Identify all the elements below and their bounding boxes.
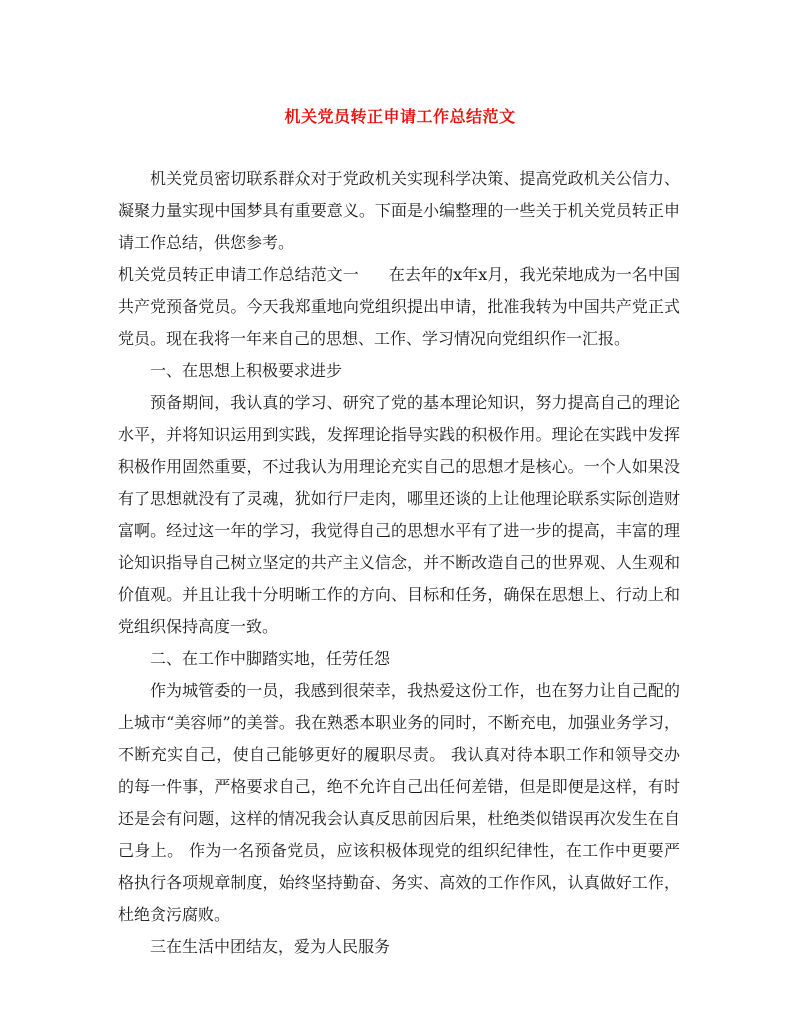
document-body xyxy=(118,163,680,963)
intro-paragraph: 机关党员密切联系群众对于党政机关实现科学决策、提高党政机关公信力、凝聚力量实现中国梦具有重要意义。下面是小编整理的一些关于机关党员转正申请工作总结，供您参考。 xyxy=(118,169,680,252)
section1-paragraph: 预备期间，我认真的学习、研究了党的基本理论知识，努力提高自己的理论水平，并将知识运用到实践，发挥理论指导实践的积极作用。理论在实践中发挥积极作用固然重要，不过我认为用理论充实自己的思想才是核心。一个人如果没有了思想就没有了灵魂，犹如行尸走肉，哪里还谈的上让他理论联系实际创造财富啊。经过这一年的学习，我觉得自己的思想水平有了进一步的提高，丰富的理论知识指导自己树立坚定的共产主义信念，并不断改造自己的世界观、人生观和价值观。并且让我十分明晰工作的方向、目标和任务，确保在思想上、行动上和党组织保持高度一致。 xyxy=(118,393,680,636)
section3-heading: 三在生活中团结友，爱为人民服务 xyxy=(150,937,391,956)
sample-paragraph xyxy=(118,259,680,355)
sample-opening-text: 在去年的x年x月，我光荣地成为一名中国共产党预备党员。今天我郑重地向党组织提出申请，批准我转为中国共产党正式党员。现在我将一年来自己的思想、工作、学习情况向党组织作一汇报。 xyxy=(118,265,680,348)
section2-paragraph: 作为城管委的一员，我感到很荣幸，我热爱这份工作，也在努力让自己配的上城市“美容师”的美誉。我在熟悉本职业务的同时，不断充电，加强业务学习，不断充实自己，使自己能够更好的履职尽责。 我认真对待本职工作和领导交办的每一件事，严格要求自己，绝不允许自己出任何差错，但是即便是这样，有时还是会有问题，这样的情况我会认真反思前因后果，杜绝类似错误再次发生在自己身上。 作为一名预备党员，应该积极体现党的组织纪律性，在工作中更要严格执行各项规章制度，始终坚持勤奋、务实、高效的工作作风，认真做好工作，杜绝贪污腐败。 xyxy=(118,681,680,924)
sample-heading: 机关党员转正申请工作总结范文一 xyxy=(118,265,359,284)
section1-heading: 一、在思想上积极要求进步 xyxy=(150,361,343,380)
document-title: 机关党员转正申请工作总结范文 xyxy=(284,107,516,126)
section2-heading: 二、在工作中脚踏实地，任劳任怨 xyxy=(150,649,391,668)
